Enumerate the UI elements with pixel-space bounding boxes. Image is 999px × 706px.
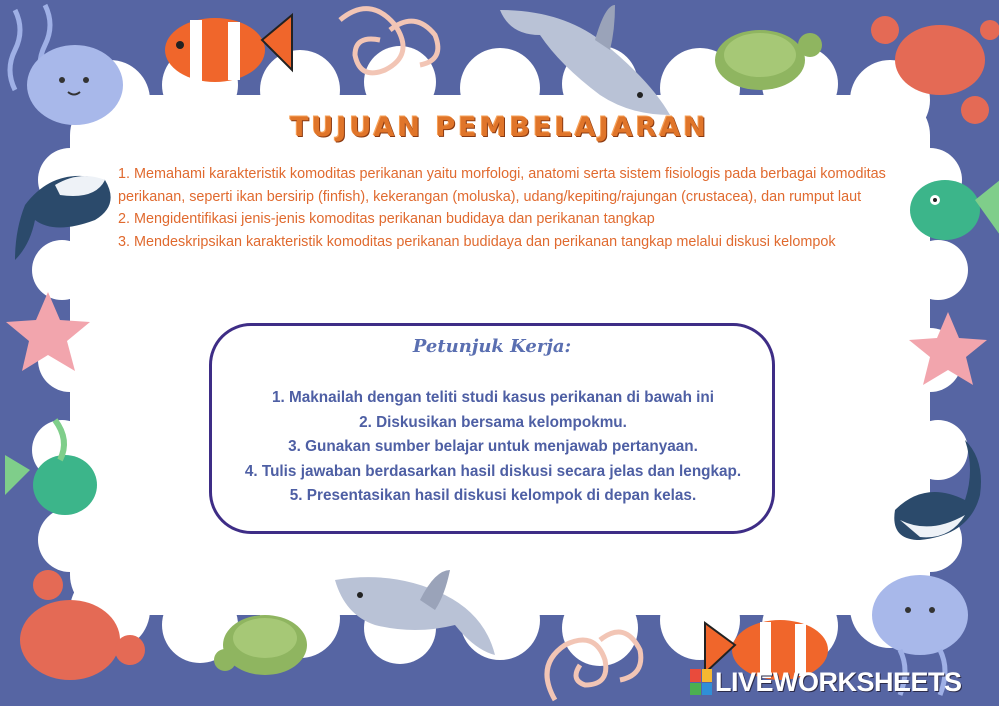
jellyfish-icon xyxy=(10,5,123,125)
page-title: TUJUAN PEMBELAJARAN xyxy=(290,112,709,143)
liveworksheets-logo-icon xyxy=(690,669,712,695)
objective-item: 3. Mendeskripsikan karakteristik komoditas perikanan budidaya dan perikanan tangkap melalui diskusi kelompok xyxy=(118,233,836,250)
instruction-step: 1. Maknailah dengan teliti studi kasus perikanan di bawah ini xyxy=(271,389,715,406)
instructions-heading: Petunjuk Kerja: xyxy=(412,336,572,357)
instructions-box xyxy=(209,323,775,534)
green-fish-icon xyxy=(910,180,999,240)
liveworksheets-logo xyxy=(690,665,962,699)
objective-item: 2. Mengidentifikasi jenis-jenis komoditas perikanan budidaya dan perikanan tangkap xyxy=(118,211,655,227)
instruction-step: 4. Tulis jawaban berdasarkan hasil diskusi secara jelas dan lengkap. xyxy=(244,462,742,480)
instruction-step: 2. Diskusikan bersama kelompokmu. xyxy=(359,413,627,431)
instructions-steps xyxy=(206,386,780,509)
watermark-text: LIVEWORKSHEETS xyxy=(715,666,962,697)
instruction-step: 5. Presentasikan hasil diskusi kelompok di depan kelas. xyxy=(289,487,697,504)
instruction-step: 3. Gunakan sumber belajar untuk menjawab pertanyaan. xyxy=(288,438,698,455)
objective-item: 1. Memahami karakteristik komoditas perikanan yaitu morfologi, anatomi serta sistem fisiologis pada berbagai komoditas perikanan, seperti ikan bersirip (finfish), kekerangan (moluska), udang/kepiting/rajungan (crustacea), dan rumput laut xyxy=(118,166,886,205)
objectives-list xyxy=(118,163,908,253)
